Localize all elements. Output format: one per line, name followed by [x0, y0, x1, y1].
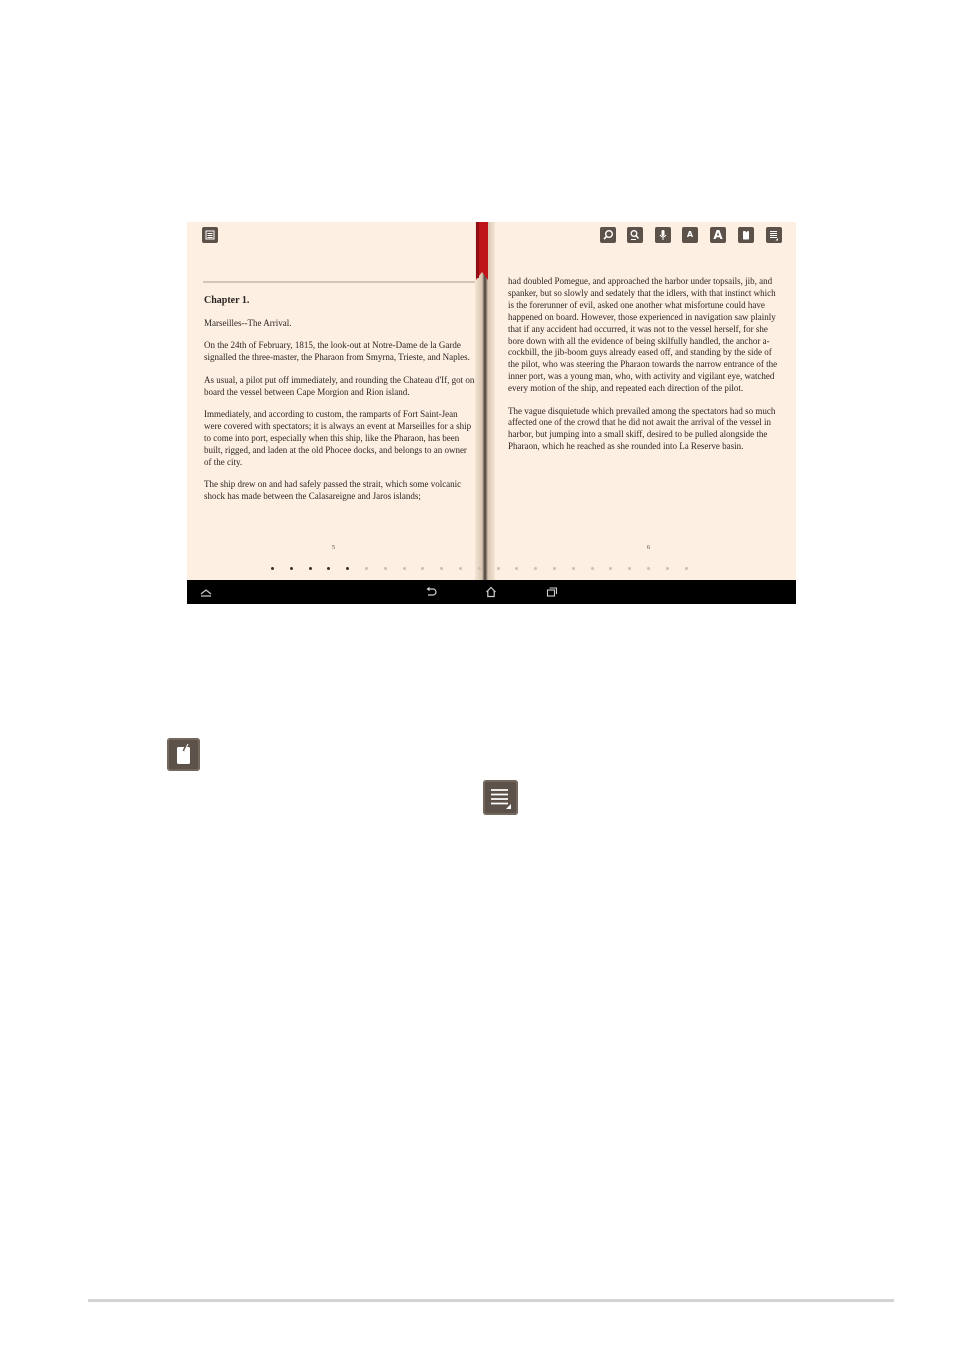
paragraph: Immediately, and according to custom, the ramparts of Fort Saint-Jean were covered with spectators; it is always an event at Marseilles for a ship to come into port, especially when this ship, like the Pharaon, has been built, rigged, and laden at the old Phocee docks, and belongs to an owner of the city. — [204, 408, 472, 467]
progress-dot[interactable] — [685, 567, 688, 570]
progress-dot[interactable] — [421, 567, 424, 570]
search-icon[interactable] — [600, 227, 616, 243]
paragraph: The vague disquietude which prevailed among the spectators had so much affected one of the crowd that he did not await the arrival of the vessel in harbor, but jumping into a small skiff, desired to be pulled alongside the Pharaon, which he reached as she rounded into La Reserve basin. — [508, 405, 776, 452]
system-navigation-bar — [187, 580, 796, 604]
left-page-number: 5 — [332, 545, 335, 551]
paragraph: had doubled Pomegue, and approached the harbor under topsails, jib, and spanker, but so slowly and sedately that the idlers, with that instinct which is the forerunner of evil, asked one another what misfortune could have happened on board. However, those experienced in navigation saw plainly that if any accident had occurred, it was not to the vessel herself, for she bore down with all the evidence of being skilfully handled, the anchor a-cockbill, the jib-boom guys already eased off, and standing by the side of the pilot, who was steering the Pharaon towards the narrow entrance of the inner port, was a young man, who, with activity and vigilant eye, watched every motion of the ship, and repeated each direction of the pilot. — [508, 276, 778, 394]
progress-dot[interactable] — [497, 567, 500, 570]
contents-icon[interactable] — [202, 227, 218, 243]
right-page-text — [508, 276, 780, 464]
progress-dot[interactable] — [365, 567, 368, 570]
paragraph: As usual, a pilot put off immediately, and rounding the Chateau d'If, got on board the vessel between Cape Morgion and Rion island. — [204, 374, 475, 397]
progress-dot[interactable] — [478, 567, 481, 570]
notes-list-icon — [483, 780, 518, 815]
progress-dot[interactable] — [609, 567, 612, 570]
right-page-number: 6 — [647, 545, 650, 551]
back-icon[interactable] — [424, 585, 438, 599]
bookmark-icon[interactable] — [738, 227, 754, 243]
left-page-text — [204, 295, 475, 513]
progress-dot[interactable] — [553, 567, 556, 570]
header-divider — [203, 281, 475, 283]
bookmark-ribbon[interactable] — [476, 222, 488, 280]
footer-divider — [88, 1299, 894, 1302]
paragraph: The ship drew on and had safely passed the strait, which some volcanic shock has made between the Calasareigne and Jaros islands; — [204, 478, 462, 501]
home-icon[interactable] — [484, 585, 498, 599]
progress-dot[interactable] — [666, 567, 669, 570]
recent-apps-icon[interactable] — [545, 585, 559, 599]
progress-dot[interactable] — [309, 567, 312, 570]
progress-dot[interactable] — [440, 567, 443, 570]
highlight-icon[interactable] — [627, 227, 643, 243]
left-page — [187, 222, 475, 580]
font-decrease-icon[interactable]: A — [682, 227, 698, 243]
notes-list-icon[interactable] — [766, 227, 782, 243]
progress-dot[interactable] — [647, 567, 650, 570]
ereader-screenshot — [187, 222, 796, 604]
voice-icon[interactable] — [655, 227, 671, 243]
progress-dot[interactable] — [515, 567, 518, 570]
progress-dot[interactable] — [271, 567, 274, 570]
paragraph: On the 24th of February, 1815, the look-out at Notre-Dame de la Garde signalled the three-master, the Pharaon from Smyrna, Trieste, and Naples. — [204, 340, 470, 363]
progress-dot[interactable] — [346, 567, 349, 570]
progress-dot[interactable] — [384, 567, 387, 570]
chapter-title: Chapter 1. — [204, 295, 250, 306]
font-increase-icon[interactable]: A — [710, 227, 726, 243]
progress-dot[interactable] — [290, 567, 293, 570]
right-page — [495, 222, 796, 580]
progress-dot[interactable] — [628, 567, 631, 570]
progress-dot[interactable] — [591, 567, 594, 570]
progress-dot[interactable] — [459, 567, 462, 570]
paragraph: Marseilles--The Arrival. — [204, 317, 292, 328]
up-chevron-icon[interactable] — [199, 585, 213, 599]
page-progress-dots[interactable] — [271, 567, 691, 573]
progress-dot[interactable] — [327, 567, 330, 570]
progress-dot[interactable] — [534, 567, 537, 570]
progress-dot[interactable] — [572, 567, 575, 570]
progress-dot[interactable] — [403, 567, 406, 570]
bookmark-icon — [167, 738, 200, 771]
